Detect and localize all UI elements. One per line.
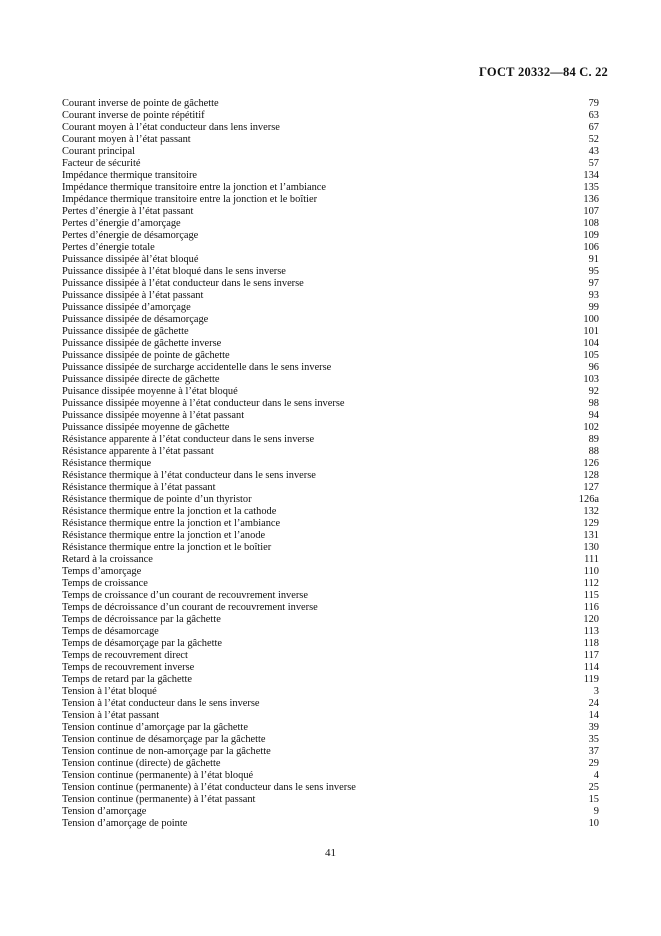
index-page-ref: 134 xyxy=(583,170,599,181)
index-entry xyxy=(62,566,599,578)
index-term: Courant inverse de pointe répétitif xyxy=(62,110,205,121)
index-term: Tension continue (permanente) à l’état passant xyxy=(62,794,256,805)
index-entry xyxy=(62,386,599,398)
index-page-ref: 25 xyxy=(588,782,599,793)
index-page-ref: 63 xyxy=(588,110,599,121)
index-term: Résistance thermique entre la jonction et le boîtier xyxy=(62,542,272,553)
index-entry xyxy=(62,530,599,542)
index-entry xyxy=(62,362,599,374)
index-entry xyxy=(62,470,599,482)
index-term: Pertes d’énergie totale xyxy=(62,242,155,253)
index-entry xyxy=(62,446,599,458)
index-term: Courant moyen à l’état conducteur dans lens inverse xyxy=(62,122,280,133)
index-page-ref: 120 xyxy=(583,614,599,625)
index-term: Tension continue de non-amorçage par la gâchette xyxy=(62,746,271,757)
index-entry xyxy=(62,506,599,518)
index-page-ref: 127 xyxy=(583,482,599,493)
index-term: Tension à l’état bloqué xyxy=(62,686,157,697)
index-page-ref: 102 xyxy=(583,422,599,433)
index-page-ref: 108 xyxy=(583,218,599,229)
index-entry xyxy=(62,614,599,626)
index-term: Résistance thermique xyxy=(62,458,152,469)
index-entry xyxy=(62,218,599,230)
index-page-ref: 3 xyxy=(593,686,599,697)
index-term: Puissance dissipée à l’état bloqué dans le sens inverse xyxy=(62,266,286,277)
index-entry xyxy=(62,494,599,506)
index-page-ref: 126а xyxy=(578,494,599,505)
index-entry xyxy=(62,410,599,422)
index-entry xyxy=(62,626,599,638)
index-entry xyxy=(62,698,599,710)
index-page-ref: 105 xyxy=(583,350,599,361)
index-term: Puissance dissipée d’amorçage xyxy=(62,302,191,313)
index-term: Tension d’amorçage de pointe xyxy=(62,818,188,829)
index-page-ref: 93 xyxy=(588,290,599,301)
index-term: Résistance thermique entre la jonction et l’anode xyxy=(62,530,266,541)
index-entry xyxy=(62,662,599,674)
index-term: Impédance thermique transitoire entre la jonction et le boîtier xyxy=(62,194,318,205)
index-term: Tension d’amorçage xyxy=(62,806,147,817)
index-entry xyxy=(62,422,599,434)
index-entry xyxy=(62,518,599,530)
index-page-ref: 4 xyxy=(593,770,599,781)
index-term: Temps de décroissance d’un courant de recouvrement inverse xyxy=(62,602,318,613)
index-page-ref: 29 xyxy=(588,758,599,769)
index-term: Puissance dissipée directe de gâchette xyxy=(62,374,220,385)
index-term: Temps de croissance xyxy=(62,578,148,589)
index-entry xyxy=(62,350,599,362)
index-page-ref: 97 xyxy=(588,278,599,289)
index-entry xyxy=(62,266,599,278)
index-term: Puissance dissipée moyenne de gâchette xyxy=(62,422,230,433)
index-page-ref: 96 xyxy=(588,362,599,373)
index-entry xyxy=(62,242,599,254)
index-term: Temps de désamorçage par la gâchette xyxy=(62,638,222,649)
index-page-ref: 24 xyxy=(588,698,599,709)
index-entry xyxy=(62,638,599,650)
index-term: Courant inverse de pointe de gâchette xyxy=(62,98,219,109)
index-page-ref: 131 xyxy=(583,530,599,541)
index-entry xyxy=(62,710,599,722)
index-entry xyxy=(62,554,599,566)
index-term: Temps de retard par la gâchette xyxy=(62,674,192,685)
index-term: Résistance apparente à l’état passant xyxy=(62,446,214,457)
index-entry xyxy=(62,194,599,206)
index-page-ref: 132 xyxy=(583,506,599,517)
index-entry xyxy=(62,302,599,314)
index-term: Tension continue (directe) de gâchette xyxy=(62,758,221,769)
index-term: Temps de désamorcage xyxy=(62,626,159,637)
index-entry xyxy=(62,314,599,326)
index-term: Résistance thermique entre la jonction et la cathode xyxy=(62,506,277,517)
index-entry xyxy=(62,146,599,158)
index-term: Résistance thermique de pointe d’un thyristor xyxy=(62,494,252,505)
index-page-ref: 118 xyxy=(583,638,599,649)
index-entry xyxy=(62,398,599,410)
index-entry xyxy=(62,542,599,554)
index-page-ref: 129 xyxy=(583,518,599,529)
index-term: Puissance dissipée de désamorçage xyxy=(62,314,209,325)
index-term: Pertes d’énergie de désamorçage xyxy=(62,230,199,241)
index-page-ref: 89 xyxy=(588,434,599,445)
index-term: Temps de croissance d’un courant de recouvrement inverse xyxy=(62,590,308,601)
index-page-ref: 79 xyxy=(588,98,599,109)
index-term: Pertes d’énergie d’amorçage xyxy=(62,218,181,229)
index-page-ref: 116 xyxy=(583,602,599,613)
index-page-ref: 107 xyxy=(583,206,599,217)
index-entry xyxy=(62,206,599,218)
index-term: Impédance thermique transitoire xyxy=(62,170,198,181)
index-term: Courant principal xyxy=(62,146,136,157)
index-entry xyxy=(62,230,599,242)
index-page-ref: 92 xyxy=(588,386,599,397)
index-page-ref: 110 xyxy=(583,566,599,577)
index-page-ref: 119 xyxy=(583,674,599,685)
index-entry xyxy=(62,650,599,662)
index-page-ref: 94 xyxy=(588,410,599,421)
index-term: Temps de décroissance par la gâchette xyxy=(62,614,221,625)
index-entry xyxy=(62,158,599,170)
index-entry xyxy=(62,782,599,794)
index-page-ref: 35 xyxy=(588,734,599,745)
index-entry xyxy=(62,722,599,734)
index-entry xyxy=(62,806,599,818)
index-entry xyxy=(62,770,599,782)
index-term: Impédance thermique transitoire entre la jonction et l’ambiance xyxy=(62,182,326,193)
index-page-ref: 109 xyxy=(583,230,599,241)
index-entry xyxy=(62,686,599,698)
index-entry xyxy=(62,734,599,746)
index-page-ref: 114 xyxy=(583,662,599,673)
index-entry xyxy=(62,110,599,122)
index-entry xyxy=(62,170,599,182)
index-entry xyxy=(62,254,599,266)
index-term: Résistance thermique entre la jonction et l’ambiance xyxy=(62,518,281,529)
index-entry xyxy=(62,590,599,602)
index-page-ref: 9 xyxy=(593,806,599,817)
index-term: Tension à l’état passant xyxy=(62,710,160,721)
index-page-ref: 95 xyxy=(588,266,599,277)
index-page-ref: 52 xyxy=(588,134,599,145)
index-term: Tension continue de désamorçage par la gâchette xyxy=(62,734,266,745)
index-page-ref: 136 xyxy=(583,194,599,205)
index-entry xyxy=(62,746,599,758)
index-term: Résistance thermique à l’état passant xyxy=(62,482,216,493)
index-term: Retard à la croissance xyxy=(62,554,153,565)
index-entry xyxy=(62,122,599,134)
index-page-ref: 112 xyxy=(583,578,599,589)
index-page-ref: 135 xyxy=(583,182,599,193)
index-term: Courant moyen à l’état passant xyxy=(62,134,191,145)
index-page-ref: 106 xyxy=(583,242,599,253)
index-entry xyxy=(62,326,599,338)
index-page-ref: 100 xyxy=(583,314,599,325)
index-entry xyxy=(62,758,599,770)
index-page-ref: 130 xyxy=(583,542,599,553)
index-page-ref: 126 xyxy=(583,458,599,469)
index-entry xyxy=(62,374,599,386)
index-page-ref: 10 xyxy=(588,818,599,829)
index-term: Temps d’amorçage xyxy=(62,566,142,577)
index-term: Puisance dissipée moyenne à l’état bloqué xyxy=(62,386,238,397)
page-number: 41 xyxy=(325,847,336,859)
index-page-ref: 57 xyxy=(588,158,599,169)
index-term: Facteur de sécurité xyxy=(62,158,141,169)
index-term: Puissance dissipée de surcharge accidentelle dans le sens inverse xyxy=(62,362,332,373)
index-page-ref: 67 xyxy=(588,122,599,133)
index-term: Résistance thermique à l’état conducteur dans le sens inverse xyxy=(62,470,316,481)
index-page-ref: 14 xyxy=(588,710,599,721)
index-entry xyxy=(62,338,599,350)
index-entry xyxy=(62,578,599,590)
index-entry xyxy=(62,182,599,194)
index-term: Résistance apparente à l’état conducteur dans le sens inverse xyxy=(62,434,315,445)
index-term: Temps de recouvrement inverse xyxy=(62,662,195,673)
index-page-ref: 128 xyxy=(583,470,599,481)
index-page-ref: 101 xyxy=(583,326,599,337)
index-entry xyxy=(62,278,599,290)
index-term: Tension à l’état conducteur dans le sens inverse xyxy=(62,698,260,709)
index-page-ref: 39 xyxy=(588,722,599,733)
index-page-ref: 103 xyxy=(583,374,599,385)
index-page-ref: 43 xyxy=(588,146,599,157)
index-entry xyxy=(62,290,599,302)
index-term: Puissance dissipée de pointe de gâchette xyxy=(62,350,230,361)
index-page-ref: 37 xyxy=(588,746,599,757)
index-entry xyxy=(62,134,599,146)
index-term: Puissance dissipée de gâchette inverse xyxy=(62,338,222,349)
index-page-ref: 115 xyxy=(583,590,599,601)
index-page-ref: 88 xyxy=(588,446,599,457)
index-entry xyxy=(62,818,599,830)
index-page-ref: 117 xyxy=(583,650,599,661)
index-entry xyxy=(62,434,599,446)
index-page-ref: 111 xyxy=(584,554,599,565)
index-term: Puissance dissipée à l’état passant xyxy=(62,290,204,301)
index-page-ref: 15 xyxy=(588,794,599,805)
index-term: Puissance dissipée à l’état conducteur dans le sens inverse xyxy=(62,278,304,289)
index-entry xyxy=(62,602,599,614)
index-term: Tension continue (permanente) à l’état bloqué xyxy=(62,770,254,781)
index-page-ref: 104 xyxy=(583,338,599,349)
index-page-ref: 91 xyxy=(588,254,599,265)
index-term: Puissance dissipée de gâchette xyxy=(62,326,189,337)
index-entry xyxy=(62,482,599,494)
index-term: Puissance dissipée moyenne à l’état conducteur dans le sens inverse xyxy=(62,398,345,409)
index-entry xyxy=(62,98,599,110)
index-entry xyxy=(62,458,599,470)
index-page-ref: 98 xyxy=(588,398,599,409)
document-header: ГОСТ 20332—84 С. 22 xyxy=(479,65,608,79)
index-term: Tension continue (permanente) à l’état conducteur dans le sens inverse xyxy=(62,782,356,793)
index-list xyxy=(62,98,599,830)
index-entry xyxy=(62,794,599,806)
index-entry xyxy=(62,674,599,686)
index-term: Puissance dissipée moyenne à l’état passant xyxy=(62,410,245,421)
index-term: Temps de recouvrement direct xyxy=(62,650,188,661)
index-page-ref: 113 xyxy=(583,626,599,637)
index-term: Pertes d’énergie à l’état passant xyxy=(62,206,194,217)
index-term: Puissance dissipée àl’état bloqué xyxy=(62,254,199,265)
index-page-ref: 99 xyxy=(588,302,599,313)
index-term: Tension continue d’amorçage par la gâchette xyxy=(62,722,248,733)
